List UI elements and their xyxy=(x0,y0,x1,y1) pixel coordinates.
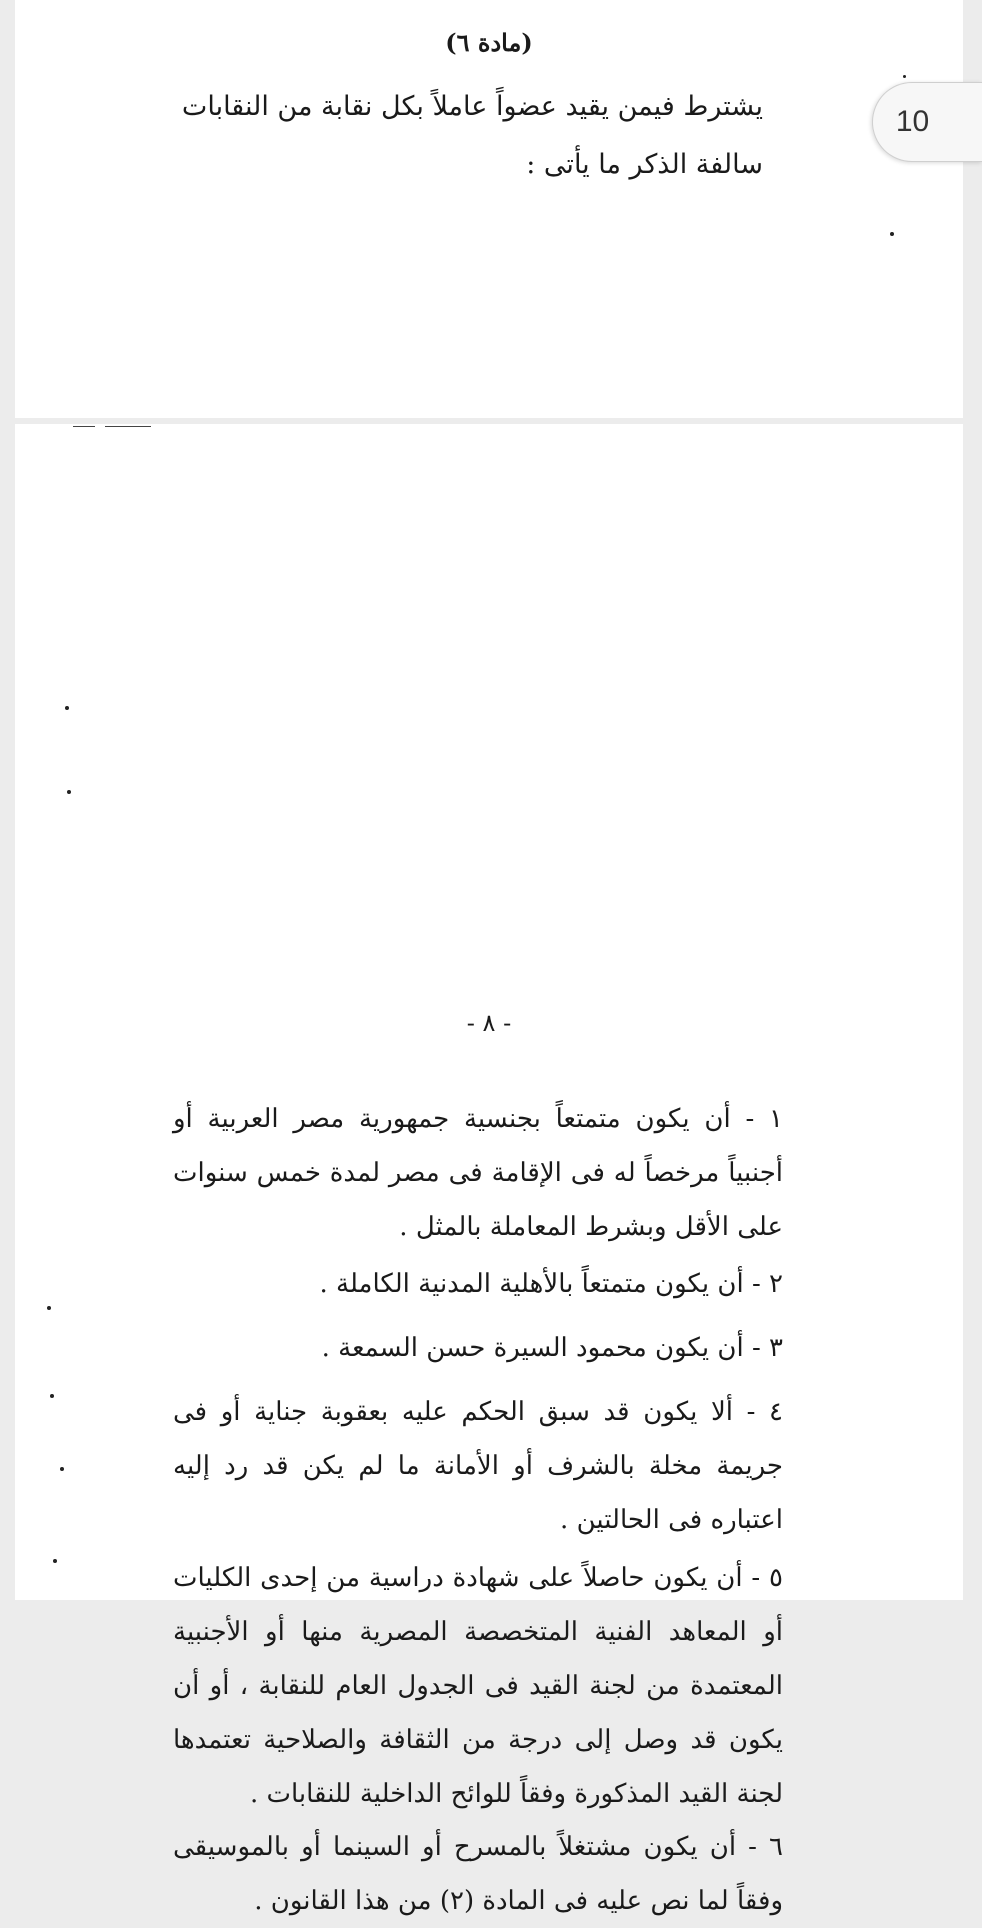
condition-item: ٢ - أن يكون متمتعاً بالأهلية المدنية الكاملة . xyxy=(319,1269,783,1299)
document-page-bottom xyxy=(15,424,963,1916)
scan-speck xyxy=(903,75,906,78)
condition-item: ٥ - أن يكون حاصلاً على شهادة دراسية من إحدى الكليات أو المعاهد الفنية المتخصصة المصرية منها أو الأجنبية المعتمدة من لجنة القيد فى الجدول العام للنقابة ، أو أن يكون قد وصل إلى درجة من الثقافة والصلاحية تعتمدها لجنة القيد المذكورة وفقاً للوائح الداخلية للنقابات . xyxy=(173,1563,783,1809)
scan-speck xyxy=(67,790,71,794)
scan-speck xyxy=(60,1467,64,1471)
article-intro: يشترط فيمن يقيد عضواً عاملاً بكل نقابة من النقابات سالفة الذكر ما يأتى : xyxy=(181,91,763,180)
page-indicator-number: 10 xyxy=(895,105,930,138)
scan-speck xyxy=(890,232,894,236)
page-number: - ٨ - xyxy=(466,1009,512,1037)
condition-item: ٤ - ألا يكون قد سبق الحكم عليه بعقوبة جناية أو فى جريمة مخلة بالشرف أو الأمانة ما لم يكن قد رد إليه اعتباره فى الحالتين . xyxy=(173,1397,783,1535)
document-page-top xyxy=(15,0,963,418)
article-heading: (مادة ٦) xyxy=(445,28,533,57)
condition-item: ١ - أن يكون متمتعاً بجنسية جمهورية مصر العربية أو أجنبياً مرخصاً له فى الإقامة فى مصر لمدة خمس سنوات على الأقل وبشرط المعاملة بالمثل . xyxy=(173,1104,784,1242)
scan-speck xyxy=(50,1394,54,1398)
scan-speck xyxy=(53,1559,57,1563)
scan-rule xyxy=(105,426,151,427)
page-indicator-tab[interactable] xyxy=(872,82,982,162)
scan-speck xyxy=(47,1306,51,1310)
scan-rule xyxy=(73,426,95,427)
condition-item: ٣ - أن يكون محمود السيرة حسن السمعة . xyxy=(321,1333,783,1363)
condition-item: ٦ - أن يكون مشتغلاً بالمسرح أو السينما أو بالموسيقى وفقاً لما نص عليه فى المادة (٢) من هذا القانون . xyxy=(173,1832,783,1916)
scan-speck xyxy=(65,706,69,710)
